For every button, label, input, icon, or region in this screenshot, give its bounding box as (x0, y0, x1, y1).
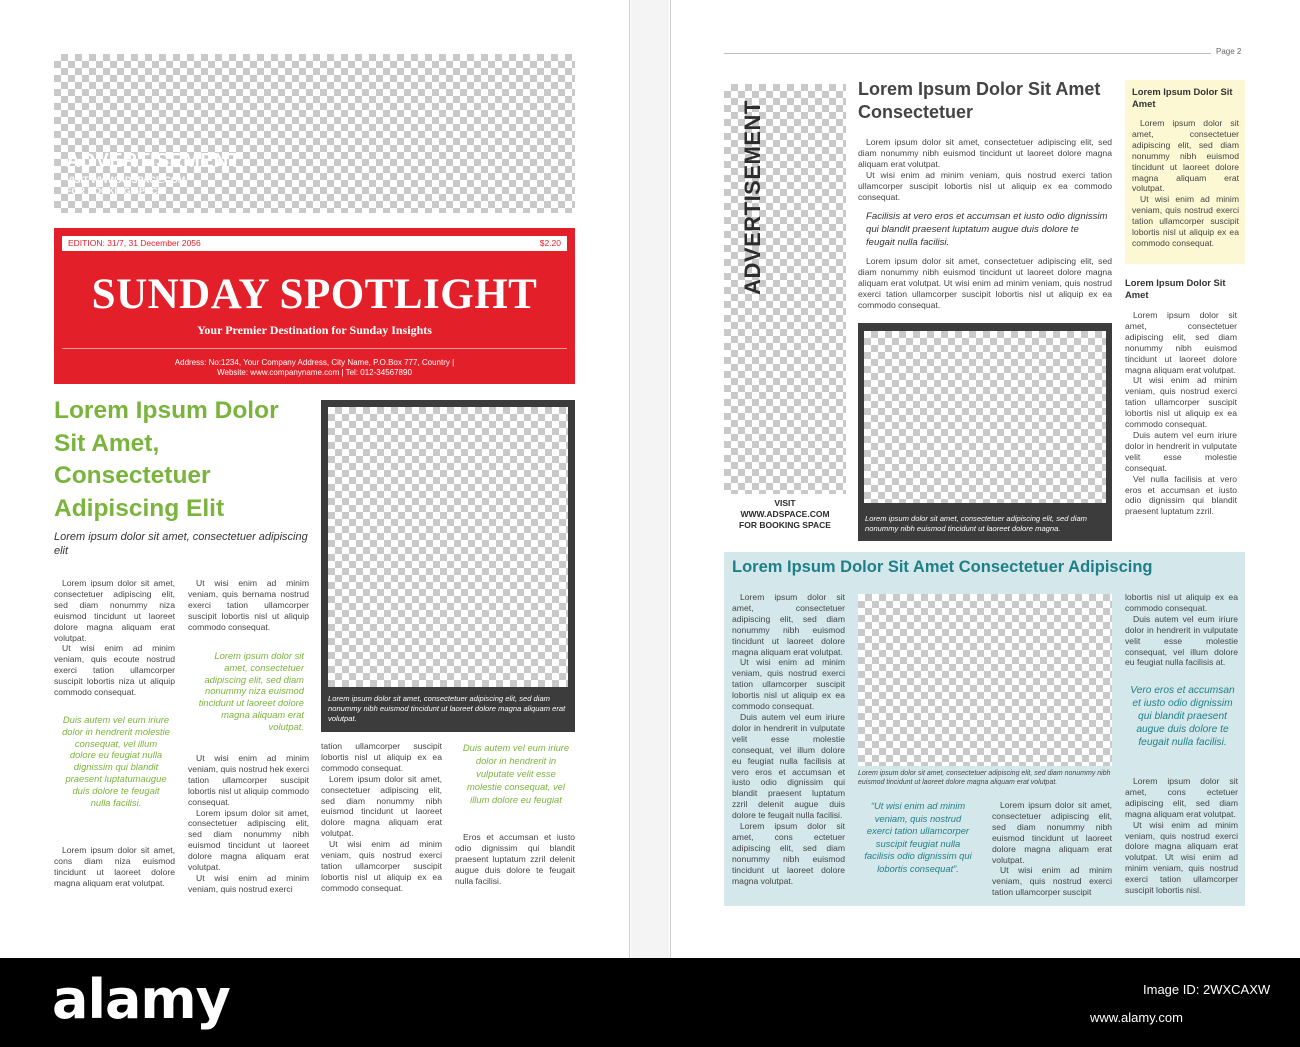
edition-label: EDITION: 31/7, 31 December 2056 (68, 238, 201, 248)
article-body (858, 256, 1112, 311)
masthead-divider (62, 348, 567, 349)
price-label: $2.20 (539, 238, 561, 248)
paragraph: Lorem ipsum dolor sit amet, consectetuer adipiscing elit, sed diam nonummy nibh euismod tincidunt ut laoreet dolore magna aliquam erat volutpat. (188, 807, 309, 873)
ad-visit-line1: VISIT (774, 498, 796, 508)
paragraph: Ut wisi enim ad minim veniam, quis nostrud exerci dolore magna aliquam erat volutpat. Ut wisi enim ad minim veniam, quis nostrud exerci tation ullamcorper suscipit lobortis nisl. (1125, 819, 1238, 896)
masthead-contact: Website: www.companyname.com | Tel: 012-34567890 (217, 368, 412, 377)
pull-quote: Lorem ipsum dolor sit amet, consectetuer adipiscing elit, sed diam nonummy niza euismod tincidunt ut laoreet dolore magna aliquam erat volutpat. (198, 650, 304, 732)
paragraph: Lorem ipsum dolor sit amet, consectetuer adipiscing elit, sed diam nonummy nibh euismod tincidunt ut laoreet dolore magna aliquam erat volutpat. Ut wisi enim ad minim veniam, quis nostrud exerci tation ullamcorper suscipit lobortis nisl ut aliquip ex ea commodo consequat. (858, 256, 1112, 310)
ad-visit-line1: VISIT WWW.ADSPACE.COM (66, 175, 186, 185)
page-1 (0, 0, 630, 958)
photo-placeholder (864, 331, 1106, 503)
paragraph: Ut wisi enim ad minim veniam, quis nostrud hek exerci tation ullamcorper suscipit lobortis nisl ut aliquip commodo consequat. (188, 753, 309, 807)
footer-logo: alamy (52, 968, 230, 1031)
feature-column-3b (1125, 776, 1238, 896)
paragraph: Duis autem vel eum iriure dolor in hendrerit in vulputate velit esse molestie consequat, vel illum dolore eu feugiat nulla facilisis at. (1125, 613, 1238, 668)
paragraph: Lorem ipsum dolor sit amet, consectetuer adipiscing elit, sed diam nonummy nibh euismod tincidunt ut laoreet dolore magna aliquam erat volutpat. (1125, 310, 1237, 375)
paragraph: Lorem ipsum dolor sit amet, cons ectetuer adipiscing elit, sed diam magna aliquam erat volutpat. (1125, 776, 1238, 819)
paragraph: Eros et accumsan et iusto odio dignissim qui blandit praesent luptatum zzril delenit augue duis dolore te feugait nulla facilisi. (455, 832, 575, 886)
paragraph: Ut wisi enim ad minim veniam, quis nostrud exerci tation ullamcorper suscipit lobortis nisl ut aliquip ex ea commodo consequat. (1125, 375, 1237, 430)
pull-quote: Duis autem vel eum iriure dolor in hendrerit molestie consequat, vel illum dolore eu feugiat nulla dignissim qui blandit praesent luptatumaugue duis dolore te feugait nulla facilisi. (62, 714, 170, 808)
edition-bar (62, 236, 567, 251)
paragraph: Ut wisi enim ad minim veniam, quis ecoute nostrud exerci tation ullamcorper suscipit lobortis niza ut aliquip commodo consequat. (54, 643, 175, 698)
paragraph: Lorem ipsum dolor sit amet, consectetuer adipiscing elit, sed diam nonummy nibh euismod tincidunt ut laoreet dolore magna aliquam erat volutpat. (321, 773, 442, 839)
article-column-4 (455, 832, 575, 887)
paragraph: Ut wisi enim ad minim veniam, quis nostrud exerci tation ullamcorper suscipit lobortis nisl ut aliquip ex ea commodo consequat. (1132, 194, 1239, 248)
ad-title-vertical: ADVERTISEMENT (740, 100, 765, 295)
article-body (858, 137, 1112, 202)
paragraph: lobortis nisl ut aliquip ex ea commodo consequat. (1125, 592, 1238, 613)
page-gutter (631, 0, 669, 958)
masthead-address: Address: No:1234, Your Company Address, City Name, P.O.Box 777, Country | (174, 358, 455, 367)
article-column-3 (321, 741, 442, 894)
lead-headline: Lorem Ipsum Dolor Sit Amet, Consectetuer Adipiscing Elit (54, 397, 279, 522)
article-column-2a (188, 578, 309, 633)
newspaper-name: SUNDAY SPOTLIGHT (91, 271, 538, 318)
lead-photo-frame (321, 400, 575, 732)
newspaper-tagline: Your Premier Destination for Sunday Insights (197, 323, 432, 337)
paragraph: Lorem ipsum dolor sit amet, consectetuer adipiscing elit, sed diam nonummy nibh euismod tincidunt ut laoreet dolore magna aliquam erat volutpat. (992, 800, 1112, 865)
feature-column-1 (732, 592, 845, 886)
feature-photo-caption: Lorem ipsum dolor sit amet, consectetuer adipiscing elit, sed diam nonummy nibh euismod tincidunt ut laoreet dolore magna aliquam erat volutpat. (858, 770, 1111, 786)
article-column-2b (188, 753, 309, 895)
side-column-title: Lorem Ipsum Dolor Sit Amet (1125, 277, 1226, 300)
article-headline: Lorem Ipsum Dolor Sit Amet Consectetuer (858, 79, 1101, 122)
article-column-1b (54, 845, 175, 889)
page-header-rule (724, 53, 1211, 54)
top-advertisement (54, 54, 575, 213)
paragraph: Duis autem vel eum iriure dolor in hendrerit in vulputate velit esse molestie consequat. (1125, 429, 1237, 473)
paragraph: Duis autem vel eum iriure dolor in hendrerit in vulputate velit esse molestie consequat, vel illum dolore eu feugiat nulla facilisis at vero eros et accumsan et iusto odio dignissim qui blandit praesent luptatum zzril delenit augue duis dolore te feugait nulla facilisi. (732, 711, 845, 821)
article-column-1a (54, 578, 175, 698)
ad-visit-line2: FOR BOOKING SPACE (66, 186, 164, 196)
footer-image-id: Image ID: 2WXCAXW (1143, 982, 1271, 997)
paragraph: Ut wisi enim ad minim veniam, quis nostrud exerci (188, 872, 309, 894)
side-advertisement (724, 84, 846, 541)
article-photo-frame (858, 323, 1112, 541)
ad-visit-line3: FOR BOOKING SPACE (739, 520, 831, 530)
sidebar-box (1125, 80, 1245, 264)
photo-caption: Lorem ipsum dolor sit amet, consectetuer adipiscing elit, sed diam nonummy nibh euismod tincidunt ut laoreet dolore magna aliquam erat volutpat. (328, 694, 566, 723)
feature-headline: Lorem Ipsum Dolor Sit Amet Consectetuer Adipiscing (732, 558, 1153, 576)
ad-visit-text (724, 494, 846, 541)
photo-placeholder (328, 407, 568, 687)
paragraph: Lorem ipsum dolor sit amet, consectetuer adipiscing elit, sed diam nonummy nibh euismod tincidunt ut laoreet dolore magna aliquam erat volutpat. (732, 592, 845, 657)
sidebar-text (1132, 118, 1239, 249)
footer-url: www.alamy.com (1090, 1010, 1183, 1025)
lead-subheadline: Lorem ipsum dolor sit amet, consectetuer adipiscing elit (54, 531, 308, 557)
pull-quote: Facilisis at vero eros et accumsan et iusto odio dignissim qui blandit praesent luptatum augue duis dolore te feugait nulla facilisi. (866, 211, 1108, 248)
ad-visit-text (66, 175, 226, 197)
paragraph: Lorem ipsum dolor sit amet, consectetuer adipiscing elit, sed diam nonummy nibh euismod tincidunt ut laoreet dolore magna aliquam erat volutpat. (858, 137, 1112, 169)
pull-quote: Duis autem vel eum iriure dolor in hendrerit in vulputate velit esse molestie consequat, vel illum dolore eu feugiat (462, 742, 570, 805)
ad-title: ADVERTISEMENT (66, 150, 242, 172)
ad-visit-line2: WWW.ADSPACE.COM (740, 509, 830, 519)
paragraph: Ut wisi enim ad minim veniam, quis nostrud exerci tation ullamcorper suscipit lobortis nisl ut aliquip ex ea commodo consequat. (321, 839, 442, 893)
paragraph: Lorem ipsum dolor sit amet, consectetuer adipiscing elit, sed diam nonummy niza euismod tincidunt ut laoreet dolore magna aliquam erat volutpat. (54, 578, 175, 643)
masthead (54, 228, 575, 384)
paragraph: Ut wisi enim ad minim veniam, quis nostrud exerci tation ullamcorper suscipit lobortis nisl ut aliquip ex ea commodo consequat. (732, 657, 845, 712)
side-column-text (1125, 310, 1237, 517)
photo-caption: Lorem ipsum dolor sit amet, consectetuer adipiscing elit, sed diam nonummy nibh euismod tincidunt ut laoreet dolore magna. (865, 514, 1088, 533)
feature-photo-placeholder (858, 594, 1112, 766)
sidebar-title: Lorem Ipsum Dolor Sit Amet (1132, 86, 1233, 109)
paragraph: Lorem ipsum dolor sit amet, consectetuer adipiscing elit, sed diam nonummy nibh euismod tincidunt ut laoreet dolore magna aliquam erat volutpat. (1132, 118, 1239, 194)
paragraph: Ut wisi enim ad minim veniam, quis nostrud exerci tation ullamcorper suscipit (992, 865, 1112, 898)
paragraph: Ut wisi enim ad minim veniam, quis nostrud exerci tation ullamcorper suscipit lobortis nisl ut aliquip ex ea commodo consequat. (858, 169, 1112, 202)
paragraph: tation ullamcorper suscipit lobortis nisl ut aliquip ex ea commodo consequat. (321, 741, 442, 773)
feature-pull-quote: “Ut wisi enim ad minim veniam, quis nostrud exerci tation ullamcorper suscipit feugiat nulla facilisis odio dignissim qui lobortis consequat”. (864, 800, 972, 874)
paragraph: Lorem ipsum dolor sit amet, cons ectetuer adipiscing elit, sed diam nonummy nibh euismod tincidunt ut laoreet dolore magna volutpat. (732, 821, 845, 886)
paragraph: Ut wisi enim ad minim veniam, quis bernama nostrud exerci tation ullamcorper suscipit lobortis nisl ut aliquip commodo consequat. (188, 578, 309, 632)
feature-column-3a (1125, 592, 1238, 668)
paragraph: Vel nulla facilisis at vero eros et accumsan et iusto odio dignissim qui blandit praesent luptatum zzril. (1125, 473, 1237, 517)
feature-pull-quote: Vero eros et accumsan et iusto odio dignissim qui blandit praesent augue duis dolore te feugait nulla facilisi. (1130, 685, 1235, 748)
page-number: Page 2 (1216, 47, 1242, 56)
paragraph: Lorem ipsum dolor sit amet, cons diam niza euismod tincidunt ut laoreet dolore magna aliquam erat volutpat. (54, 845, 175, 888)
feature-column-2 (992, 800, 1112, 898)
